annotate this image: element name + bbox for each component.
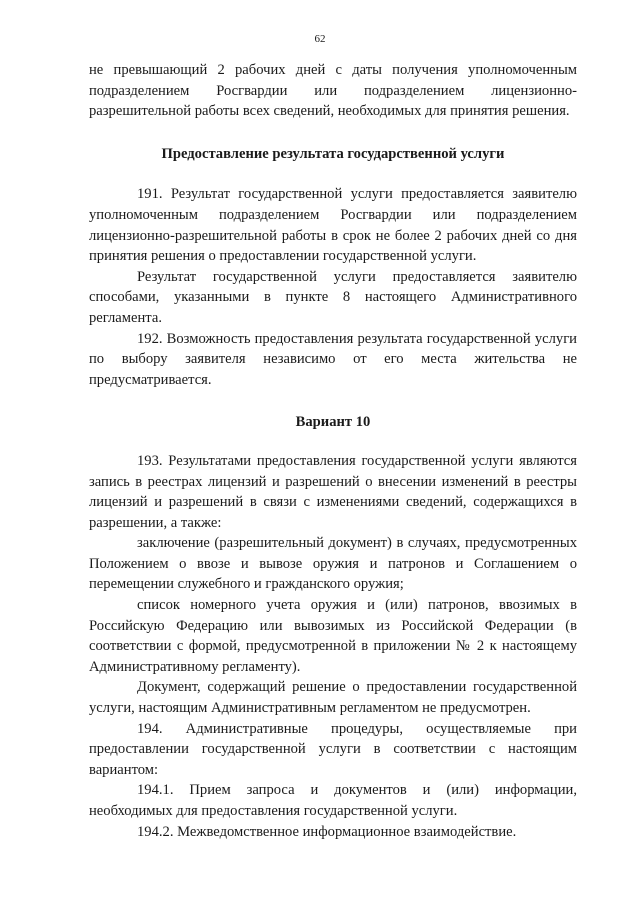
section-heading: Предоставление результата государственной услуги	[161, 145, 505, 162]
paragraph-194-1: 194.1. Прием запроса и документов и (или) информации, необходимых для предоставления государственной услуги.	[89, 782, 577, 819]
paragraph-193: 193. Результатами предоставления государственной услуги являются запись в реестрах лицензий и разрешений о внесении изменений в реестры лицензий и разрешений в связи с изменениями сведений, содержащихся в разрешении, а также:	[89, 452, 577, 531]
paragraph-194-2: 194.2. Межведомственное информационное взаимодействие.	[137, 823, 517, 840]
paragraph-191: 191. Результат государственной услуги предоставляется заявителю уполномоченным подразделением Росгвардии или подразделением лицензионно-разрешительной работы в срок не более 2 рабочих дней со дня принятия решения о предоставлении государственной услуги.	[89, 186, 577, 265]
paragraph-continuation: не превышающий 2 рабочих дней с даты получения уполномоченным подразделением Росгвардии или подразделением лицензионно-разрешительной работы всех сведений, необходимых для принятия решения.	[89, 62, 577, 120]
variant-heading: Вариант 10	[295, 414, 371, 431]
paragraph-193-conclusion: заключение (разрешительный документ) в случаях, предусмотренных Положением о ввозе и вывозе оружия и патронов и Соглашением о перемещении служебного и гражданского оружия;	[89, 535, 577, 593]
document-body	[89, 60, 577, 842]
paragraph-193-document: Документ, содержащий решение о предоставлении государственной услуги, настоящим Административным регламентом не предусмотрен.	[89, 679, 577, 717]
paragraph-193-list: список номерного учета оружия и (или) патронов, ввозимых в Российскую Федерацию или вывозимых из Российской Федерации (в соответствии с формой, предусмотренной в приложении № 2 к настоящему Административному регламенту).	[89, 597, 577, 675]
paragraph-194: 194. Административные процедуры, осуществляемые при предоставлении государственной услуги в соответствии с настоящим вариантом:	[89, 720, 577, 778]
page-number: 62	[314, 33, 326, 45]
paragraph-191-methods: Результат государственной услуги предоставляется заявителю способами, указанными в пункте 8 настоящего Административного регламента.	[89, 268, 577, 326]
paragraph-192: 192. Возможность предоставления результата государственной услуги по выбору заявителя независимо от его места жительства не предусматривается.	[89, 330, 577, 388]
